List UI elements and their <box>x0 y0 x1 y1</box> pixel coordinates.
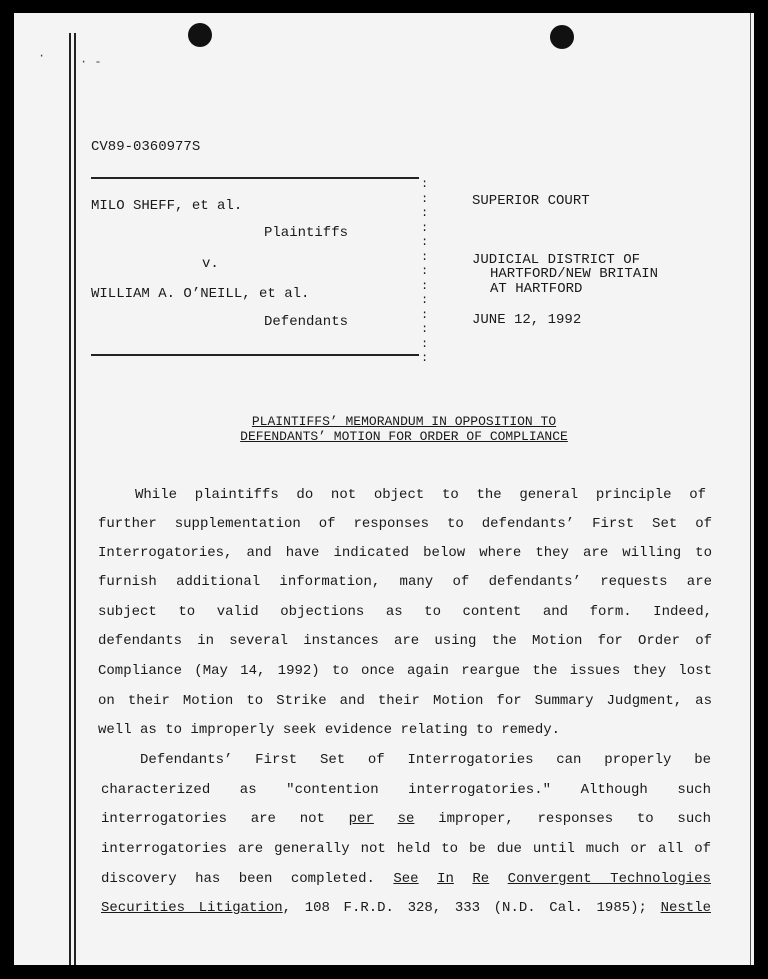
margin-line-inner <box>74 33 76 965</box>
body-line: Compliance (May 14, 1992) to once again reargue the issues they lost <box>98 663 712 679</box>
case-number: CV89-0360977S <box>91 139 201 155</box>
plaintiff-name: MILO SHEFF, et al. <box>91 198 243 214</box>
district-line-3: AT HARTFORD <box>490 281 583 297</box>
body-line: well as to improperly seek evidence relating to remedy. <box>98 722 561 738</box>
punch-hole-left <box>188 23 212 47</box>
text-run: improper, responses to such <box>438 811 712 827</box>
body-line: Interrogatories, and have indicated below where they are willing to <box>98 545 712 561</box>
citation: , 108 F.R.D. 328, 333 (N.D. Cal. 1985); <box>282 900 647 916</box>
body-line: on their Motion to Strike and their Motion for Summary Judgment, as <box>98 693 712 709</box>
punch-hole-right <box>550 25 574 49</box>
scan-speck: · <box>38 49 46 63</box>
caption-bottom-rule <box>91 354 419 356</box>
court-name: SUPERIOR COURT <box>472 193 590 209</box>
underlined-term: se <box>397 811 415 827</box>
underlined-term: In <box>437 871 454 887</box>
versus: v. <box>202 256 219 272</box>
body-line: further supplementation of responses to defendants’ First Set of <box>98 516 712 532</box>
text-run: interrogatories are not <box>101 811 325 827</box>
right-edge-line <box>750 13 751 965</box>
document-page <box>14 13 754 965</box>
underlined-term: per <box>348 811 374 827</box>
underlined-term: Re <box>472 871 490 887</box>
body-line: furnish additional information, many of defendants’ requests are <box>98 574 712 590</box>
body-line: Defendants’ First Set of Interrogatories can properly be <box>140 752 711 768</box>
caption-colon-column: : : : : : : : : : : : : : <box>421 177 429 365</box>
signal-see: See <box>393 871 419 887</box>
document-title-line-2: DEFENDANTS’ MOTION FOR ORDER OF COMPLIANCE <box>240 429 568 444</box>
case-name: Securities Litigation <box>101 900 283 916</box>
body-line: characterized as "contention interrogatories." Although such <box>101 782 711 798</box>
body-line: While plaintiffs do not object to the general principle of <box>135 487 706 503</box>
scan-speck: · - <box>80 55 102 69</box>
margin-line-outer <box>69 33 71 965</box>
defendant-role: Defendants <box>264 314 349 330</box>
case-name: Convergent Technologies <box>507 871 711 887</box>
body-line: defendants in several instances are using the Motion for Order of <box>98 633 712 649</box>
document-title-line-1: PLAINTIFFS’ MEMORANDUM IN OPPOSITION TO <box>251 414 557 429</box>
body-line: subject to valid objections as to content and form. Indeed, <box>98 604 712 620</box>
case-name: Nestle <box>660 900 712 916</box>
plaintiff-role: Plaintiffs <box>264 225 349 241</box>
body-line <box>101 811 711 827</box>
district-line-2: HARTFORD/NEW BRITAIN <box>490 266 659 282</box>
body-line <box>101 871 711 887</box>
defendant-name: WILLIAM A. O’NEILL, et al. <box>91 286 310 302</box>
text-run: discovery has been completed. <box>101 871 375 887</box>
body-line <box>101 900 711 916</box>
district-line-1: JUDICIAL DISTRICT OF <box>472 252 641 268</box>
filing-date: JUNE 12, 1992 <box>472 312 582 328</box>
body-line: interrogatories are generally not held to be due until much or all of <box>101 841 711 857</box>
caption-top-rule <box>91 177 419 179</box>
